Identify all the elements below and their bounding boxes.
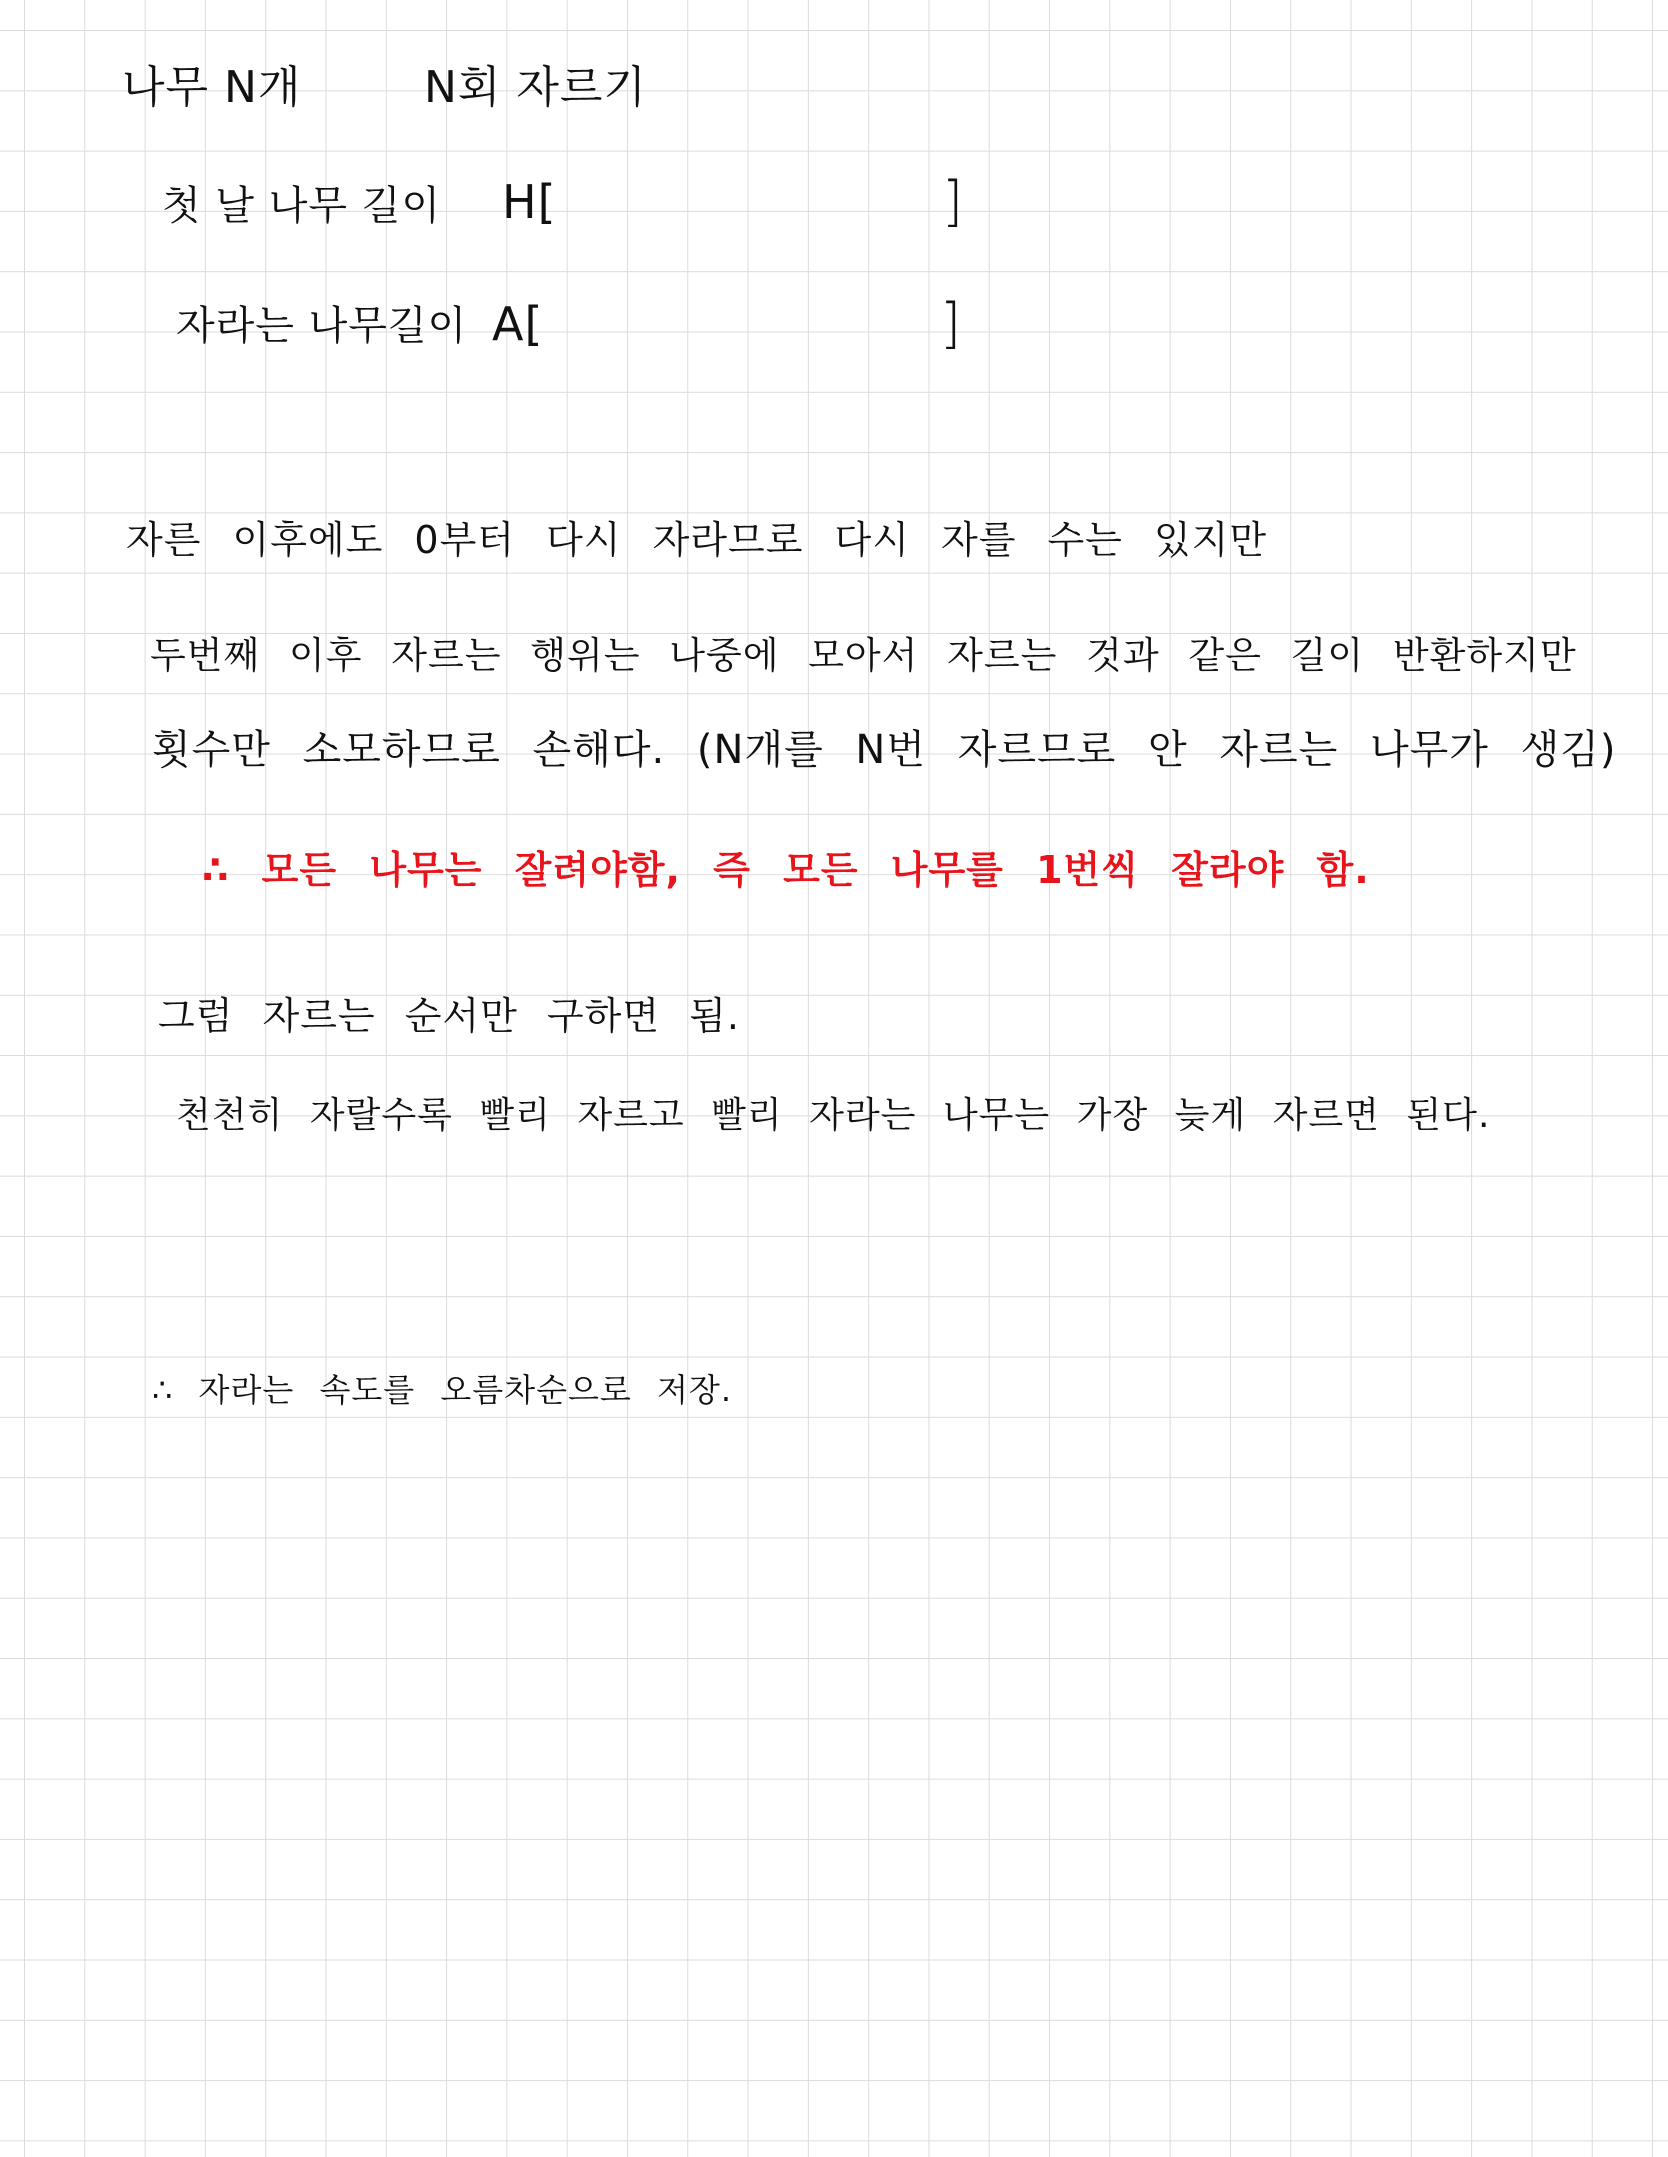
title-trees: 나무 N개	[122, 62, 302, 113]
conclusion-line: ∴ 모든 나무는 잘려야함, 즉 모든 나무를 1번씩 잘라야 함.	[202, 848, 1370, 892]
growth-length-array-var: A[	[492, 297, 544, 351]
regrow-line: 자른 이후에도 0부터 다시 자라므로 다시 자를 수는 있지만	[126, 518, 1268, 562]
count-loss-line: 횟수만 소모하므로 손해다. (N개를 N번 자르므로 안 자르는 나무가 생김)	[152, 727, 1617, 773]
growth-length-label: 자라는 나무길이	[176, 303, 468, 349]
order-line: 그럼 자르는 순서만 구하면 됨.	[158, 994, 740, 1038]
initial-height-array-var: H[	[502, 175, 557, 229]
growth-length-array-close: ]	[940, 292, 963, 355]
initial-height-array-close: ]	[942, 170, 965, 233]
second-cut-line: 두번째 이후 자르는 행위는 나중에 모아서 자르는 것과 같은 길이 반환하지만	[150, 634, 1577, 677]
initial-height-label: 첫 날 나무 길이	[162, 183, 441, 229]
title-cuts: N회 자르기	[424, 62, 647, 113]
strategy-line: 천천히 자랄수록 빨리 자르고 빨리 자라는 나무는 가장 늦게 자르면 된다.	[176, 1095, 1491, 1136]
sort-line: ∴ 자라는 속도를 오름차순으로 저장.	[152, 1371, 732, 1409]
